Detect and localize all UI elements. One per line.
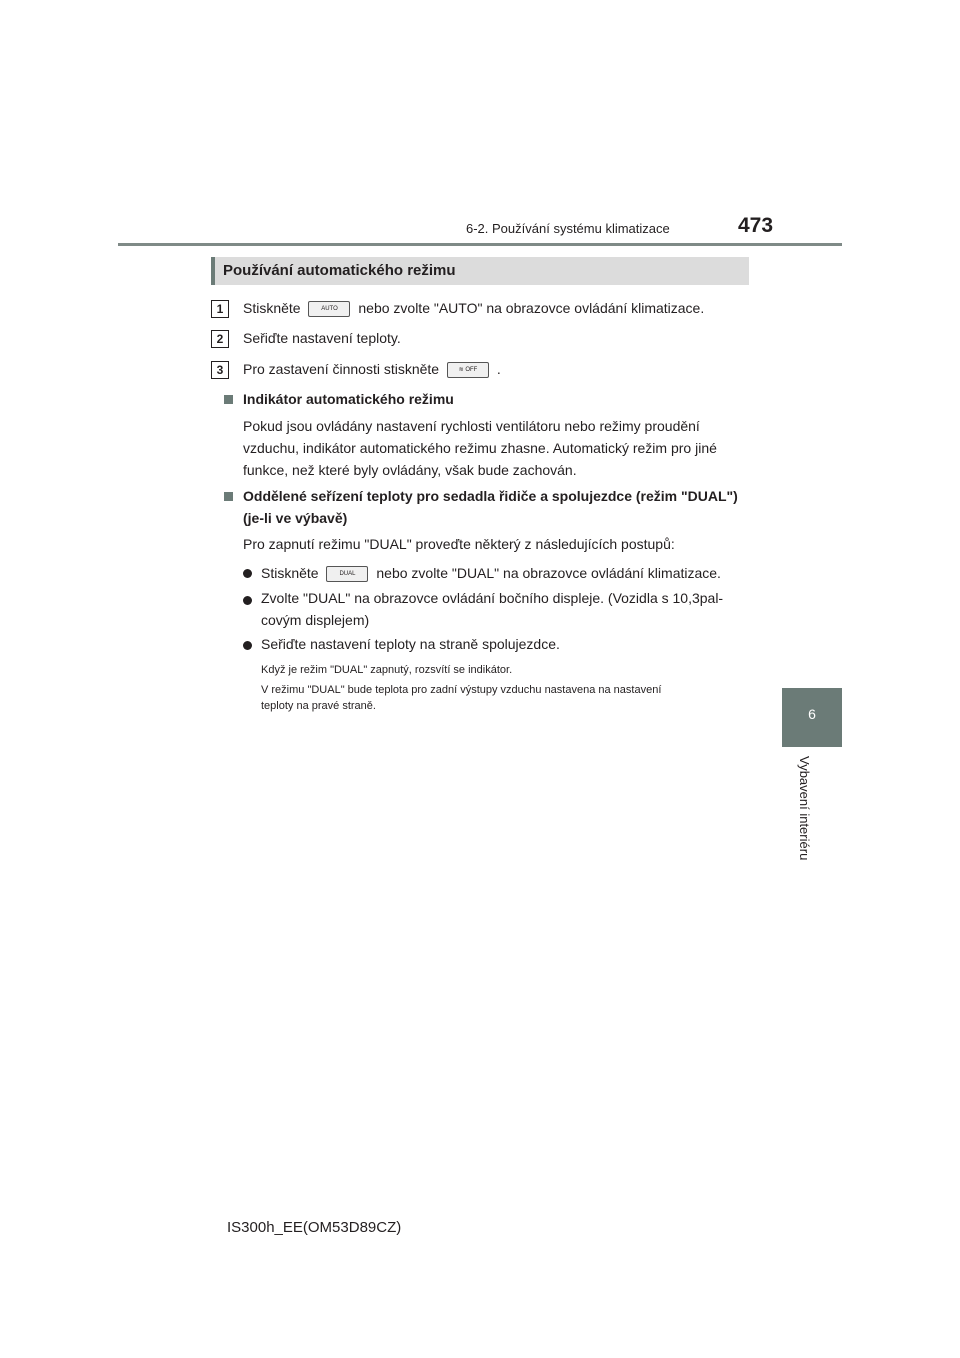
step-1-text-before: Stiskněte [243,300,301,316]
indicator-line-1: Pokud jsou ovládány nastavení rychlosti ventilátoru nebo režimy proudění [243,418,700,434]
dual-note-2-line-1: V režimu "DUAL" bude teplota pro zadní výstupy vzduchu nastavena na nastavení [261,684,662,696]
chapter-tab [782,688,842,747]
step-1-text [243,300,704,317]
step-number-1: 1 [211,300,229,318]
indicator-heading: Indikátor automatického režimu [243,391,454,407]
dual-note-1: Když je režim "DUAL" zapnutý, rozsvítí se indikátor. [261,664,513,676]
dual-intro: Pro zapnutí režimu "DUAL" proveďte některý z následujících postupů: [243,536,675,552]
off-button-label: OFF [465,367,478,374]
step-3-text-after: . [496,361,501,377]
auto-button-icon: AUTO [308,301,350,317]
square-bullet-icon [224,395,233,404]
page-number: 473 [738,214,774,237]
step-3-text-before: Pro zastavení činnosti stiskněte [243,361,440,377]
dual-note-2-line-2: teploty na pravé straně. [261,700,376,712]
bullet-dot-icon [243,641,252,650]
step-number-3: 3 [211,361,229,379]
dual-bullet-1 [261,565,721,582]
header-rule [118,243,842,246]
square-bullet-icon [224,492,233,501]
dual-bullet-2-line-2: covým displejem) [261,612,370,628]
step-3-text [243,361,501,378]
dual-heading-line-1: Oddělené seřízení teploty pro sedadla řidiče a spolujezdce (režim "DUAL") [243,488,738,504]
indicator-line-3: funkce, než které byly ovládány, však bude zachován. [243,462,577,478]
footer-model-code: IS300h_EE(OM53D89CZ) [227,1219,402,1236]
indicator-line-2: vzduchu, indikátor automatického režimu zhasne. Automatický režim pro jiné [243,440,717,456]
section-title-bar [211,257,749,285]
bullet-dot-icon [243,596,252,605]
step-2-text: Seřiďte nastavení teploty. [243,330,401,346]
dual-bullet-3: Seřiďte nastavení teploty na straně spolujezdce. [261,636,560,652]
dual-bullet-1-after: nebo zvolte "DUAL" na obrazovce ovládání klimatizace. [376,565,721,581]
section-marker [211,257,215,285]
fan-off-button-icon: ≋ OFF [447,362,489,378]
chapter-title: Vybavení interiéru [797,756,812,861]
header-section-title: 6-2. Používání systému klimatizace [466,221,670,236]
dual-heading-line-2: (je-li ve výbavě) [243,510,348,526]
chapter-number: 6 [808,706,816,722]
section-title: Používání automatického režimu [223,262,456,279]
indicator-paragraph [243,415,743,481]
dual-button-icon: DUAL [326,566,368,582]
bullet-dot-icon [243,569,252,578]
step-1-text-after: nebo zvolte "AUTO" na obrazovce ovládání klimatizace. [358,300,705,316]
dual-bullet-1-before: Stiskněte [261,565,319,581]
dual-bullet-2-line-1: Zvolte "DUAL" na obrazovce ovládání bočního displeje. (Vozidla s 10,3pal- [261,590,724,606]
step-number-2: 2 [211,330,229,348]
